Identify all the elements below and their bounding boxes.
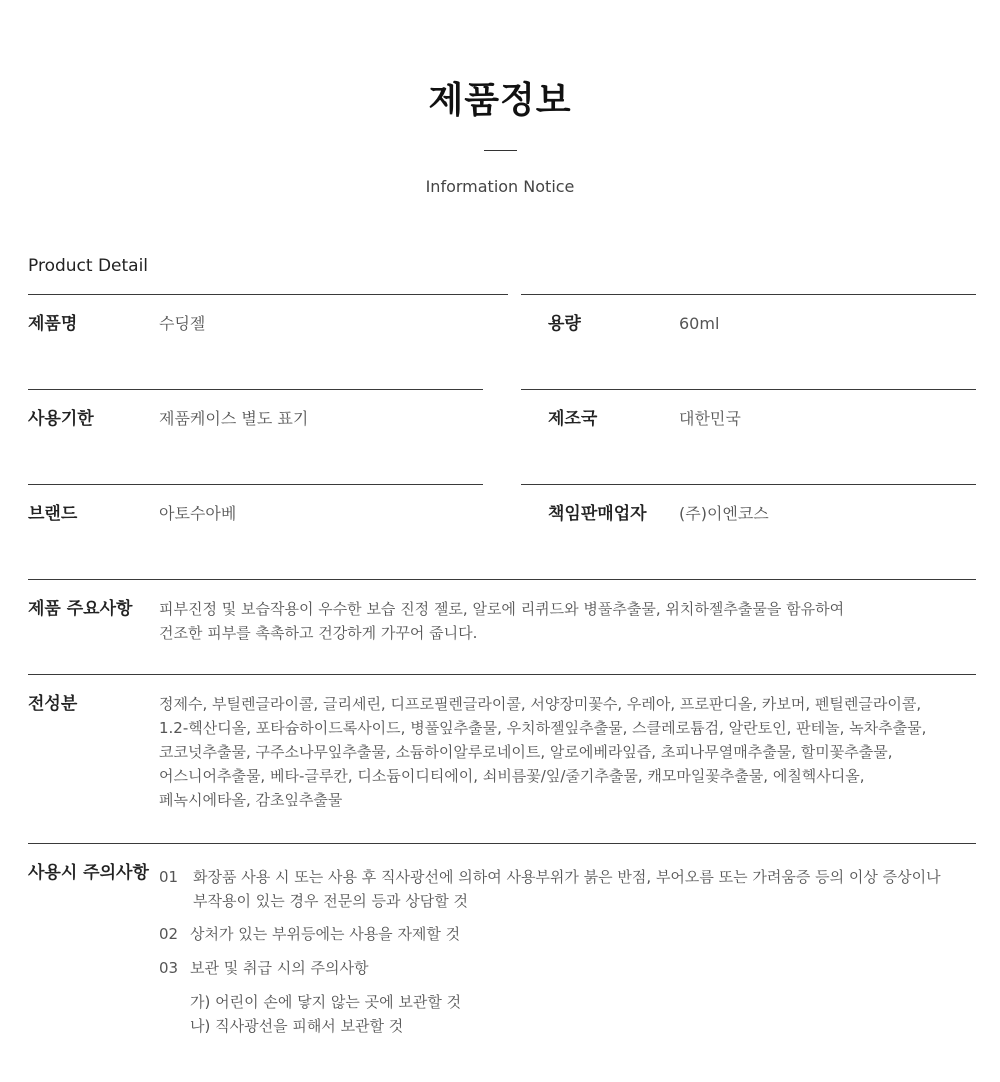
caution-item-02 <box>159 922 959 946</box>
value-brand: 아토수아베 <box>159 504 237 523</box>
row-divider <box>28 484 483 485</box>
label-origin: 제조국 <box>548 409 598 429</box>
caution-item-03 <box>159 956 959 980</box>
caution-text: 부작용이 있는 경우 전문의 등과 상담할 것 <box>193 892 468 910</box>
caution-sub-item: 나) 직사광선을 피해서 보관할 것 <box>190 1017 404 1035</box>
value-seller: (주)이엔코스 <box>679 504 769 523</box>
row-divider <box>521 294 976 295</box>
value-expiry: 제품케이스 별도 표기 <box>159 409 309 428</box>
row-divider <box>521 484 976 485</box>
label-volume: 용량 <box>548 314 581 334</box>
page-subtitle: Information Notice <box>425 177 575 196</box>
label-seller: 책임판매업자 <box>548 504 647 524</box>
value-volume: 60ml <box>679 314 720 333</box>
ingredients-line: 코코넛추출물, 구주소나무잎추출물, 소듐하이알루로네이트, 알로에베라잎즙, 초피나무열매추출물, 할미꽃추출물, <box>159 743 893 761</box>
page-title: 제품정보 <box>428 80 572 121</box>
caution-number: 03 <box>159 959 179 977</box>
caution-number: 01 <box>159 868 179 886</box>
key-points-line: 건조한 피부를 촉촉하고 건강하게 가꾸어 줍니다. <box>159 624 478 642</box>
row-divider <box>521 389 976 390</box>
ingredients-line: 어스니어추출물, 베타-글루칸, 디소듐이디티에이, 쇠비름꽃/잎/줄기추출물, 캐모마일꽃추출물, 에칠헥사디올, <box>159 767 865 785</box>
value-origin: 대한민국 <box>679 409 741 428</box>
caution-text: 상처가 있는 부위등에는 사용을 자제할 것 <box>190 925 461 943</box>
ingredients-line: 정제수, 부틸렌글라이콜, 글리세린, 디프로필렌글라이콜, 서양장미꽃수, 우레아, 프로판디올, 카보머, 펜틸렌글라이콜, <box>159 695 922 713</box>
row-divider <box>28 579 976 580</box>
title-divider <box>484 150 517 151</box>
row-divider <box>28 674 976 675</box>
row-divider <box>28 843 976 844</box>
ingredients-line: 페녹시에타올, 감초잎추출물 <box>159 791 343 809</box>
label-ingredients: 전성분 <box>28 694 78 714</box>
label-cautions: 사용시 주의사항 <box>28 863 149 883</box>
ingredients-line: 1.2-헥산디올, 포타슘하이드록사이드, 병풀잎추출물, 우치하젤잎추출물, 스클레로튬검, 알란토인, 판테놀, 녹차추출물, <box>159 719 927 737</box>
label-brand: 브랜드 <box>28 504 78 524</box>
row-divider <box>28 389 483 390</box>
label-expiry: 사용기한 <box>28 409 94 429</box>
label-product-name: 제품명 <box>28 314 78 334</box>
ingredients-text <box>159 692 926 812</box>
value-product-name: 수딩젤 <box>159 314 206 333</box>
caution-number: 02 <box>159 925 179 943</box>
row-divider <box>28 294 508 295</box>
caution-item-01 <box>159 865 959 913</box>
caution-text: 보관 및 취급 시의 주의사항 <box>190 959 369 977</box>
section-title-product-detail: Product Detail <box>28 256 149 276</box>
key-points-text <box>159 597 844 645</box>
label-key-points: 제품 주요사항 <box>28 599 133 619</box>
key-points-line: 피부진정 및 보습작용이 우수한 보습 진정 젤로, 알로에 리퀴드와 병풀추출물, 위치하젤추출물을 함유하여 <box>159 600 845 618</box>
caution-sub-item: 가) 어린이 손에 닿지 않는 곳에 보관할 것 <box>190 993 462 1011</box>
caution-text: 화장품 사용 시 또는 사용 후 직사광선에 의하여 사용부위가 붉은 반점, 부어오름 또는 가려움증 등의 이상 증상이나 <box>193 868 941 886</box>
